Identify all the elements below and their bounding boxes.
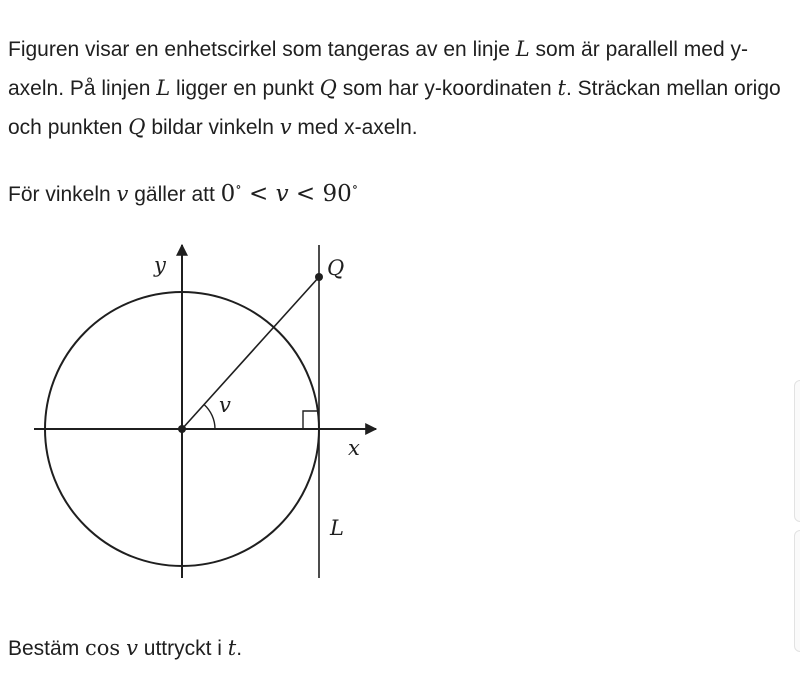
y-axis-label: y	[154, 253, 166, 277]
math-t: t	[227, 636, 237, 660]
math-L: L	[515, 37, 530, 61]
side-panel-edge	[794, 380, 800, 522]
math-cos: cos	[85, 636, 121, 660]
question: Bestäm cos v uttryckt i t.	[8, 636, 243, 660]
point-Q	[315, 273, 323, 281]
math-inequality: 0∘ < v < 90∘	[220, 180, 359, 207]
unit-circle-figure	[0, 230, 420, 590]
point-Q-label: Q	[327, 256, 345, 280]
line-L-label: L	[330, 516, 344, 540]
problem-description: Figuren visar en enhetscirkel som tangeras av en linje L som är parallell med y-axeln. På linjen L ligger en punkt Q som har y-koordinaten t. Sträckan mellan origo och punkten Q bildar vinkeln v med x-axeln.	[8, 37, 781, 139]
math-t: t	[557, 76, 566, 100]
x-axis-label: x	[348, 436, 360, 460]
math-L: L	[156, 76, 171, 100]
angle-condition: För vinkeln v gäller att 0∘ < v < 90∘	[8, 180, 359, 207]
side-panel-edge	[794, 530, 800, 652]
math-Q: Q	[319, 76, 337, 100]
angle-v-label: v	[219, 393, 231, 417]
math-Q: Q	[128, 115, 146, 139]
segment-origin-Q	[182, 277, 319, 429]
right-angle-marker	[303, 411, 319, 429]
math-v: v	[116, 182, 129, 206]
math-v: v	[126, 636, 138, 660]
math-v: v	[279, 115, 292, 139]
origin-point	[178, 425, 186, 433]
angle-arc	[204, 405, 215, 430]
